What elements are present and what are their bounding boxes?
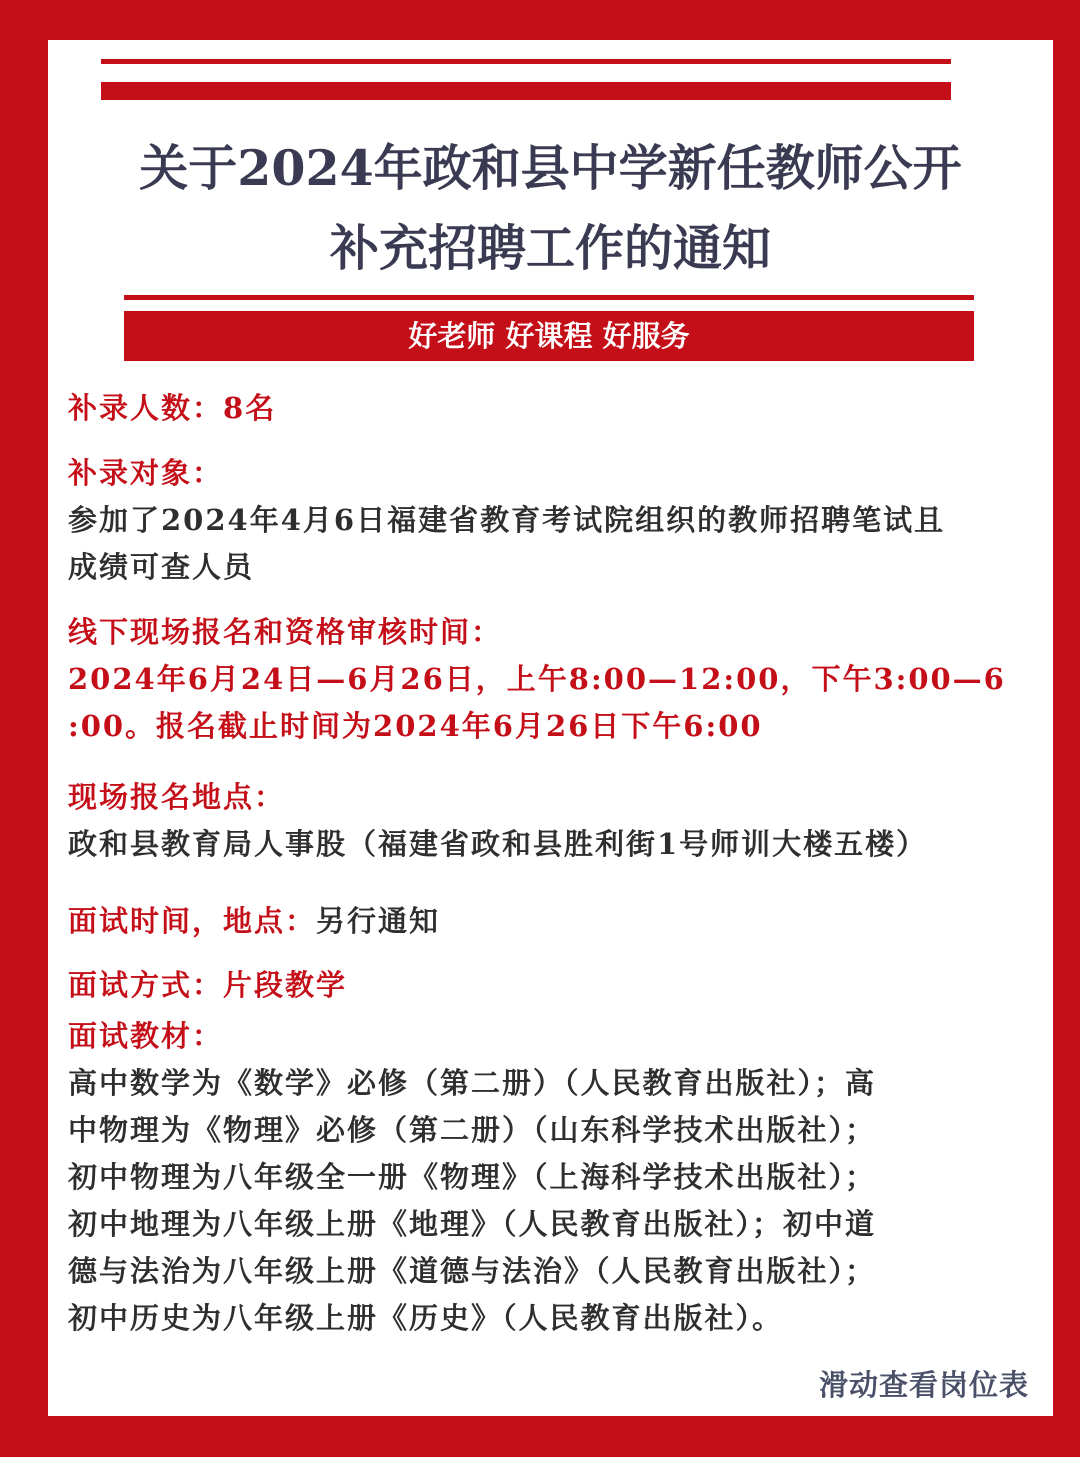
target-label: 补录对象： (68, 456, 224, 490)
materials-line-5: 德与法治为八年级上册《道德与法治》（人民教育出版社）； (68, 1254, 877, 1288)
materials-label: 面试教材： (68, 1019, 224, 1053)
interview-method-row (68, 962, 1033, 1009)
interview-time-value: 另行通知 (316, 904, 441, 938)
interview-method-value: 片段教学 (223, 968, 348, 1002)
banner-top-rule (124, 295, 974, 300)
registration-time-line-2: :00。报名截止时间为2024年6月26日下午6:00 (68, 709, 763, 743)
interview-time-row (68, 898, 1033, 945)
target-line-1: 参加了2024年4月6日福建省教育考试院组织的教师招聘笔试且 (68, 503, 946, 537)
count-label: 补录人数： (68, 391, 224, 425)
title-line-1: 关于2024年政和县中学新任教师公开 (139, 139, 962, 197)
interview-time-label: 面试时间，地点： (68, 904, 317, 938)
target-line-2: 成绩可查人员 (68, 550, 255, 584)
registration-time-label: 线下现场报名和资格审核时间： (68, 615, 503, 649)
interview-method-label: 面试方式： (68, 968, 224, 1002)
location-value: 政和县教育局人事股（福建省政和县胜利街1号师训大楼五楼） (68, 827, 928, 861)
top-thin-rule (101, 59, 951, 64)
location-label: 现场报名地点： (68, 780, 286, 814)
materials-line-4: 初中地理为八年级上册《地理》（人民教育出版社）；初中道 (68, 1207, 877, 1241)
slogan-banner: 好老师 好课程 好服务 (124, 311, 974, 361)
count-value: 8名 (223, 391, 277, 425)
notice-card (48, 40, 1053, 1416)
top-thick-rule (101, 82, 951, 100)
title-line-2: 补充招聘工作的通知 (329, 219, 771, 277)
materials-line-2: 中物理为《物理》必修（第二册）（山东科学技术出版社）； (68, 1113, 877, 1147)
page-title (48, 128, 1053, 288)
materials-line-3: 初中物理为八年级全一册《物理》（上海科学技术出版社）； (68, 1160, 877, 1194)
materials-line-6: 初中历史为八年级上册《历史》（人民教育出版社）。 (68, 1301, 784, 1335)
materials-line-1: 高中数学为《数学》必修（第二册）（人民教育出版社）；高 (68, 1066, 877, 1100)
swipe-hint: 滑动查看岗位表 (818, 1368, 1029, 1402)
count-row (68, 385, 1033, 432)
registration-time-line-1: 2024年6月24日—6月26日，上午8:00—12:00，下午3:00—6 (68, 662, 1006, 696)
